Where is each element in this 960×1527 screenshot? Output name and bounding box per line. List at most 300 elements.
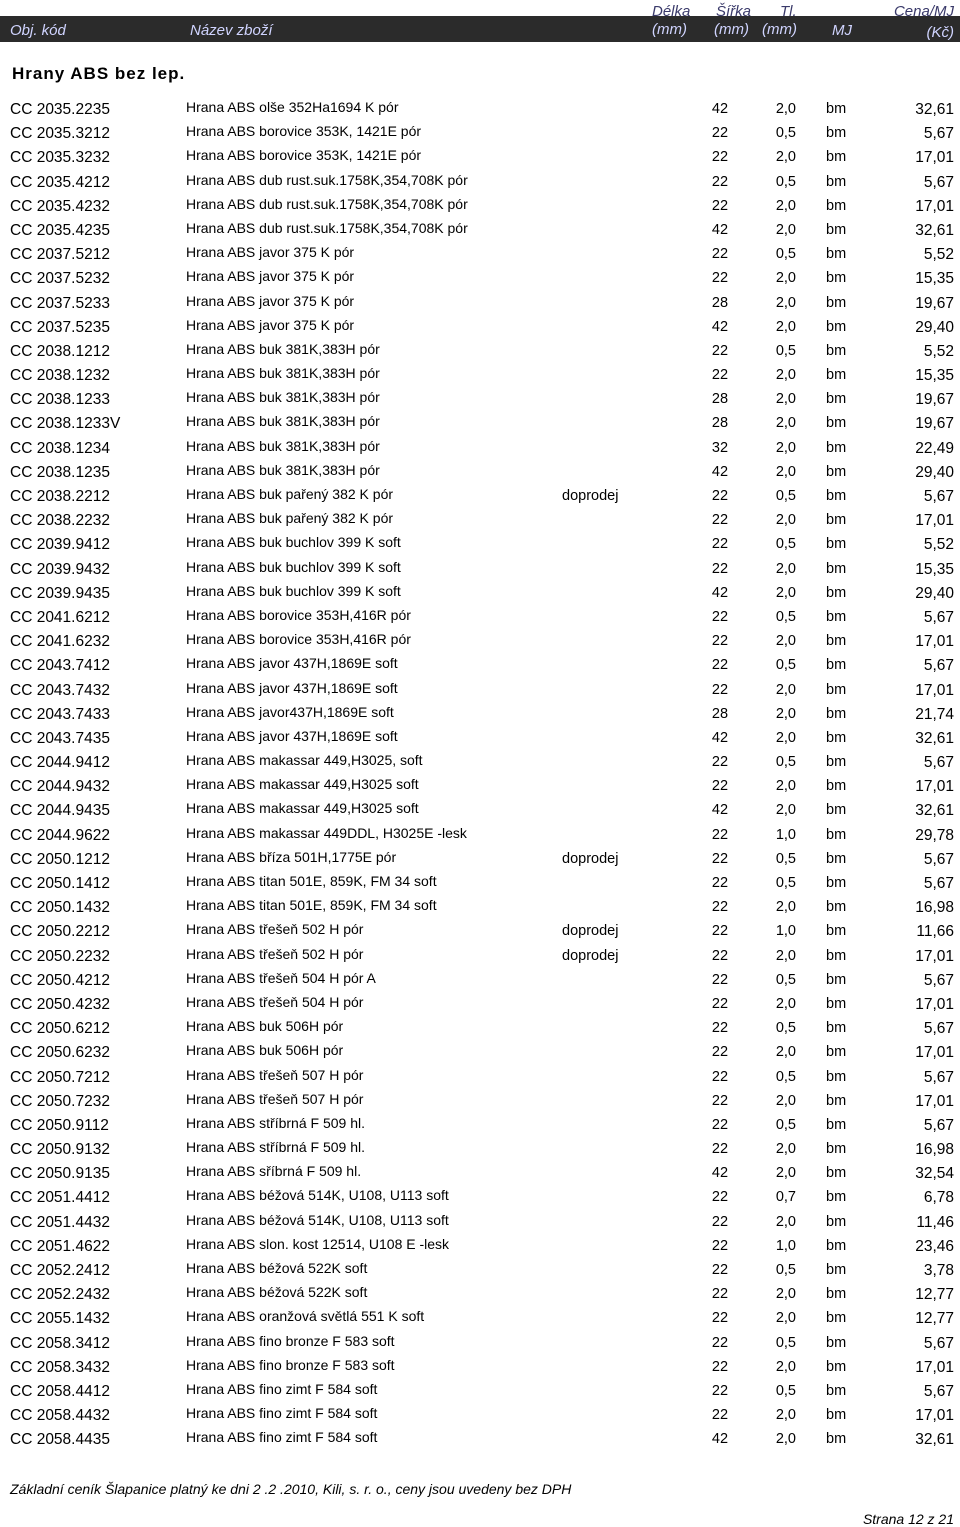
item-width: 22 <box>711 367 729 384</box>
item-code: CC 2035.3212 <box>10 125 110 143</box>
item-code: CC 2058.4432 <box>10 1407 110 1425</box>
item-unit: bm <box>826 197 847 214</box>
item-thickness: 2,0 <box>775 512 796 529</box>
item-price: 5,67 <box>923 125 954 143</box>
item-name: Hrana ABS buk buchlov 399 K soft <box>186 582 401 599</box>
item-name: Hrana ABS buk 381K,383H pór <box>186 437 380 454</box>
item-unit: bm <box>826 971 847 988</box>
item-name: Hrana ABS buk buchlov 399 K soft <box>186 558 401 575</box>
item-name: Hrana ABS béžová 522K soft <box>186 1260 368 1276</box>
item-width: 22 <box>711 1382 729 1399</box>
item-unit: bm <box>826 367 847 384</box>
item-unit: bm <box>826 1237 847 1254</box>
item-code: CC 2043.7435 <box>10 729 110 747</box>
table-row <box>0 824 960 848</box>
item-thickness: 2,0 <box>775 560 796 577</box>
item-width: 22 <box>711 197 729 214</box>
table-row <box>0 582 960 606</box>
table-row <box>0 1404 960 1428</box>
table-row <box>0 1186 960 1210</box>
item-thickness: 2,0 <box>775 391 796 408</box>
item-width: 28 <box>711 705 729 722</box>
item-width: 22 <box>711 1068 729 1085</box>
item-code: CC 2038.1234 <box>10 439 110 457</box>
item-thickness: 2,0 <box>775 947 796 964</box>
item-thickness: 1,0 <box>775 1237 796 1254</box>
item-width: 22 <box>711 246 729 263</box>
item-thickness: 0,5 <box>775 1020 796 1037</box>
table-row <box>0 340 960 364</box>
item-thickness: 2,0 <box>775 294 796 311</box>
item-code: CC 2041.6232 <box>10 633 110 651</box>
item-unit: bm <box>826 850 847 867</box>
item-price: 17,01 <box>915 947 954 965</box>
item-unit: bm <box>826 778 847 795</box>
item-width: 22 <box>711 875 729 891</box>
item-width: 28 <box>711 294 729 311</box>
item-width: 22 <box>711 1310 729 1327</box>
item-code: CC 2050.9112 <box>10 1116 109 1134</box>
item-code: CC 2050.7212 <box>10 1068 110 1086</box>
item-width: 22 <box>711 923 729 940</box>
item-note: doprodej <box>562 488 619 504</box>
item-unit: bm <box>826 729 847 746</box>
item-code: CC 2050.4232 <box>10 995 110 1013</box>
item-unit: bm <box>826 294 847 311</box>
item-thickness: 0,5 <box>775 173 796 190</box>
item-name: Hrana ABS makassar 449,H3025 soft <box>186 800 419 817</box>
item-code: CC 2037.5232 <box>10 270 110 288</box>
price-table <box>0 98 960 1453</box>
header-width-unit: (mm) <box>714 21 749 38</box>
item-thickness: 0,5 <box>775 850 796 867</box>
item-price: 17,01 <box>915 1092 954 1110</box>
item-unit: bm <box>826 1334 847 1351</box>
item-unit: bm <box>826 608 847 625</box>
item-price: 5,67 <box>923 1068 954 1086</box>
item-name: Hrana ABS fino bronze F 583 soft <box>186 1356 395 1373</box>
item-price: 5,67 <box>923 754 954 772</box>
item-thickness: 0,5 <box>775 608 796 625</box>
item-thickness: 2,0 <box>775 1431 796 1448</box>
item-price: 5,67 <box>923 173 954 191</box>
item-name: Hrana ABS buk 381K,383H pór <box>186 340 380 357</box>
item-unit: bm <box>826 995 847 1012</box>
item-code: CC 2050.1412 <box>10 875 110 892</box>
item-name: Hrana ABS dub rust.suk.1758K,354,708K pór <box>186 171 468 188</box>
item-width: 22 <box>711 1358 729 1375</box>
item-name: Hrana ABS béžová 514K, U108, U113 soft <box>186 1211 449 1228</box>
item-width: 22 <box>711 270 729 287</box>
item-name: Hrana ABS fino bronze F 583 soft <box>186 1332 395 1349</box>
item-unit: bm <box>826 1020 847 1037</box>
item-thickness: 0,5 <box>775 342 796 359</box>
table-row <box>0 1332 960 1356</box>
item-price: 17,01 <box>915 197 954 215</box>
table-row <box>0 388 960 412</box>
item-thickness: 0,7 <box>775 1189 796 1206</box>
item-thickness: 2,0 <box>775 1165 796 1182</box>
table-row <box>0 993 960 1017</box>
header-thickness-unit: (mm) <box>762 21 797 38</box>
item-code: CC 2058.3412 <box>10 1334 110 1352</box>
item-thickness: 2,0 <box>775 1213 796 1230</box>
table-row <box>0 945 960 969</box>
item-name: Hrana ABS buk buchlov 399 K soft <box>186 534 401 551</box>
item-code: CC 2041.6212 <box>10 608 110 626</box>
item-thickness: 2,0 <box>775 149 796 166</box>
item-price: 15,35 <box>915 560 954 578</box>
item-name: Hrana ABS javor437H,1869E soft <box>186 703 394 720</box>
item-note: doprodej <box>562 923 619 940</box>
table-row <box>0 896 960 920</box>
item-name: Hrana ABS buk 381K,383H pór <box>186 389 380 406</box>
item-code: CC 2038.1233V <box>10 415 121 433</box>
table-row <box>0 146 960 170</box>
table-row <box>0 969 960 993</box>
item-name: Hrana ABS dub rust.suk.1758K,354,708K pór <box>186 219 468 236</box>
item-name: Hrana ABS titan 501E, 859K, FM 34 soft <box>186 897 437 914</box>
table-row <box>0 1235 960 1259</box>
item-code: CC 2050.1432 <box>10 899 110 917</box>
item-price: 19,67 <box>915 391 954 409</box>
item-unit: bm <box>826 342 847 359</box>
item-width: 22 <box>711 1092 729 1109</box>
item-code: CC 2050.7232 <box>10 1092 110 1110</box>
item-price: 17,01 <box>915 1358 954 1376</box>
item-price: 17,01 <box>915 778 954 796</box>
item-name: Hrana ABS makassar 449,H3025 soft <box>186 776 419 793</box>
item-code: CC 2043.7432 <box>10 681 110 699</box>
item-code: CC 2043.7412 <box>10 657 110 675</box>
item-unit: bm <box>826 584 847 601</box>
item-unit: bm <box>826 1068 847 1085</box>
item-code: CC 2044.9622 <box>10 826 110 844</box>
header-name: Název zboží <box>190 22 273 39</box>
item-code: CC 2050.9135 <box>10 1165 110 1183</box>
item-name: Hrana ABS javor 375 K pór <box>186 268 355 285</box>
item-price: 17,01 <box>915 512 954 530</box>
item-name: Hrana ABS třešeň 504 H pór A <box>186 969 376 986</box>
item-unit: bm <box>826 1310 847 1327</box>
table-row <box>0 1307 960 1331</box>
item-width: 42 <box>711 584 729 601</box>
item-name: Hrana ABS bříza 501H,1775E pór <box>186 848 397 865</box>
table-row <box>0 654 960 678</box>
item-thickness: 2,0 <box>775 197 796 214</box>
item-width: 22 <box>711 488 729 504</box>
item-width: 22 <box>711 1020 729 1037</box>
item-width: 22 <box>711 778 729 795</box>
item-price: 3,78 <box>923 1262 954 1279</box>
item-price: 5,52 <box>923 536 954 554</box>
item-code: CC 2039.9412 <box>10 536 110 554</box>
item-code: CC 2038.1212 <box>10 342 110 360</box>
item-price: 5,67 <box>923 1116 954 1134</box>
item-name: Hrana ABS javor 375 K pór <box>186 244 355 261</box>
item-width: 42 <box>711 729 729 746</box>
item-note: doprodej <box>562 850 619 867</box>
item-width: 22 <box>711 1189 729 1206</box>
item-unit: bm <box>826 657 847 674</box>
table-row <box>0 1066 960 1090</box>
item-width: 22 <box>711 1044 729 1061</box>
item-code: CC 2037.5235 <box>10 318 110 336</box>
item-unit: bm <box>826 1141 847 1158</box>
item-width: 42 <box>711 463 729 480</box>
item-width: 42 <box>711 101 729 117</box>
item-thickness: 2,0 <box>775 705 796 722</box>
item-thickness: 2,0 <box>775 1092 796 1109</box>
item-code: CC 2037.5233 <box>10 294 110 312</box>
item-width: 22 <box>711 608 729 625</box>
item-unit: bm <box>826 560 847 577</box>
item-unit: bm <box>826 1092 847 1109</box>
header-price: Cena/MJ <box>893 3 954 20</box>
table-row <box>0 799 960 823</box>
item-code: CC 2050.2212 <box>10 923 110 941</box>
item-code: CC 2044.9435 <box>10 802 110 820</box>
table-row <box>0 364 960 388</box>
item-code: CC 2035.4212 <box>10 173 110 191</box>
item-width: 22 <box>711 681 729 698</box>
item-name: Hrana ABS makassar 449,H3025, soft <box>186 752 423 769</box>
item-code: CC 2044.9432 <box>10 778 110 796</box>
item-thickness: 2,0 <box>775 681 796 698</box>
table-row <box>0 316 960 340</box>
item-width: 22 <box>711 173 729 190</box>
item-name: Hrana ABS buk 506H pór <box>186 1018 344 1035</box>
table-row <box>0 848 960 872</box>
item-unit: bm <box>826 875 847 891</box>
item-unit: bm <box>826 101 847 117</box>
item-width: 22 <box>711 1213 729 1230</box>
item-name: Hrana ABS fino zimt F 584 soft <box>186 1380 378 1397</box>
item-width: 22 <box>711 657 729 674</box>
item-unit: bm <box>826 512 847 529</box>
item-price: 22,49 <box>915 439 954 457</box>
item-unit: bm <box>826 270 847 287</box>
item-code: CC 2037.5212 <box>10 246 110 264</box>
header-length: Délka <box>652 3 691 20</box>
table-row <box>0 122 960 146</box>
item-note: doprodej <box>562 947 619 964</box>
table-row <box>0 437 960 461</box>
item-width: 22 <box>711 1334 729 1351</box>
item-price: 17,01 <box>915 681 954 699</box>
table-row <box>0 1138 960 1162</box>
item-thickness: 0,5 <box>775 657 796 674</box>
item-width: 22 <box>711 899 729 916</box>
item-price: 32,61 <box>915 802 954 820</box>
item-unit: bm <box>826 1431 847 1448</box>
item-unit: bm <box>826 1165 847 1182</box>
table-row <box>0 727 960 751</box>
item-width: 22 <box>711 342 729 359</box>
item-name: Hrana ABS borovice 353H,416R pór <box>186 631 411 648</box>
item-price: 17,01 <box>915 995 954 1013</box>
table-header <box>0 0 960 44</box>
item-code: CC 2038.1233 <box>10 391 110 409</box>
item-code: CC 2035.3232 <box>10 149 110 167</box>
item-code: CC 2052.2412 <box>10 1262 110 1279</box>
item-price: 17,01 <box>915 149 954 167</box>
item-code: CC 2039.9432 <box>10 560 110 578</box>
item-thickness: 2,0 <box>775 899 796 916</box>
item-price: 5,67 <box>923 608 954 626</box>
item-width: 22 <box>711 754 729 771</box>
item-unit: bm <box>826 1044 847 1061</box>
item-unit: bm <box>826 947 847 964</box>
item-width: 42 <box>711 1431 729 1448</box>
item-width: 28 <box>711 391 729 408</box>
item-price: 5,67 <box>923 1020 954 1038</box>
table-row <box>0 533 960 557</box>
item-thickness: 0,5 <box>775 1116 796 1133</box>
item-width: 42 <box>711 318 729 335</box>
table-row <box>0 1380 960 1404</box>
page-number: Strana 12 z 21 <box>862 1511 954 1527</box>
item-thickness: 2,0 <box>775 101 796 117</box>
item-name: Hrana ABS javor 375 K pór <box>186 316 355 333</box>
item-name: Hrana ABS třešeň 502 H pór <box>186 921 364 938</box>
table-row <box>0 751 960 775</box>
item-code: CC 2035.4235 <box>10 221 110 239</box>
item-code: CC 2035.2235 <box>10 101 110 118</box>
item-code: CC 2050.9132 <box>10 1141 110 1159</box>
item-price: 5,52 <box>923 342 954 360</box>
item-price: 15,35 <box>915 270 954 288</box>
item-code: CC 2038.2232 <box>10 512 110 530</box>
item-thickness: 0,5 <box>775 1334 796 1351</box>
item-name: Hrana ABS javor 375 K pór <box>186 292 355 309</box>
item-name: Hrana ABS titan 501E, 859K, FM 34 soft <box>186 873 437 889</box>
item-width: 42 <box>711 221 729 238</box>
item-code: CC 2050.1212 <box>10 850 110 868</box>
item-name: Hrana ABS buk 381K,383H pór <box>186 365 380 382</box>
item-price: 5,67 <box>923 850 954 868</box>
item-width: 22 <box>711 1286 729 1303</box>
item-code: CC 2050.6232 <box>10 1044 110 1062</box>
table-row <box>0 679 960 703</box>
item-price: 19,67 <box>915 415 954 433</box>
table-row <box>0 267 960 291</box>
item-thickness: 2,0 <box>775 729 796 746</box>
header-width: Šířka <box>716 3 752 20</box>
table-row <box>0 1428 960 1452</box>
item-price: 17,01 <box>915 1407 954 1425</box>
item-thickness: 2,0 <box>775 1286 796 1303</box>
item-price: 5,67 <box>923 1334 954 1352</box>
item-unit: bm <box>826 1286 847 1303</box>
item-thickness: 0,5 <box>775 754 796 771</box>
header-thickness: Tl. <box>780 3 797 20</box>
item-name: Hrana ABS fino zimt F 584 soft <box>186 1405 378 1422</box>
header-bar <box>0 16 960 42</box>
item-price: 5,67 <box>923 971 954 989</box>
item-unit: bm <box>826 463 847 480</box>
header-unit: MJ <box>832 22 852 39</box>
item-thickness: 0,5 <box>775 875 796 891</box>
item-price: 5,67 <box>923 488 954 505</box>
item-unit: bm <box>826 415 847 432</box>
item-thickness: 0,5 <box>775 971 796 988</box>
item-thickness: 1,0 <box>775 826 796 843</box>
item-unit: bm <box>826 221 847 238</box>
item-name: Hrana ABS třešeň 504 H pór <box>186 993 364 1010</box>
item-name: Hrana ABS slon. kost 12514, U108 E -lesk <box>186 1235 450 1252</box>
header-price-unit: (Kč) <box>926 24 954 41</box>
item-price: 32,54 <box>915 1165 954 1183</box>
item-code: CC 2038.1232 <box>10 367 110 385</box>
item-name: Hrana ABS stříbrná F 509 hl. <box>186 1139 365 1156</box>
item-thickness: 0,5 <box>775 1068 796 1085</box>
table-row <box>0 558 960 582</box>
table-row <box>0 630 960 654</box>
item-thickness: 2,0 <box>775 270 796 287</box>
item-name: Hrana ABS borovice 353K, 1421E pór <box>186 123 422 140</box>
table-row <box>0 606 960 630</box>
item-name: Hrana ABS buk 506H pór <box>186 1042 344 1059</box>
item-name: Hrana ABS borovice 353K, 1421E pór <box>186 147 422 164</box>
item-name: Hrana ABS makassar 449DDL, H3025E -lesk <box>186 824 467 841</box>
item-thickness: 2,0 <box>775 439 796 456</box>
item-width: 22 <box>711 850 729 867</box>
table-row <box>0 485 960 509</box>
footer-note: Základní ceník Šlapanice platný ke dni 2 .2 .2010, Kili, s. r. o., ceny jsou uvedeny bez DPH <box>10 1481 572 1497</box>
table-row <box>0 509 960 533</box>
item-code: CC 2035.4232 <box>10 197 110 215</box>
item-unit: bm <box>826 439 847 456</box>
item-price: 32,61 <box>915 1431 954 1449</box>
item-thickness: 2,0 <box>775 367 796 384</box>
table-row <box>0 219 960 243</box>
item-unit: bm <box>826 1116 847 1133</box>
item-name: Hrana ABS buk 381K,383H pór <box>186 461 380 478</box>
table-row <box>0 1356 960 1380</box>
item-price: 5,67 <box>923 657 954 675</box>
item-width: 42 <box>711 1165 729 1182</box>
item-code: CC 2038.1235 <box>10 463 110 481</box>
item-name: Hrana ABS třešeň 502 H pór <box>186 945 364 962</box>
item-thickness: 0,5 <box>775 125 796 142</box>
table-row <box>0 292 960 316</box>
item-width: 28 <box>711 415 729 432</box>
table-row <box>0 1017 960 1041</box>
item-code: CC 2051.4412 <box>10 1189 110 1207</box>
item-code: CC 2052.2432 <box>10 1286 110 1304</box>
table-row <box>0 243 960 267</box>
item-code: CC 2058.4435 <box>10 1431 110 1449</box>
item-name: Hrana ABS javor 437H,1869E soft <box>186 679 398 696</box>
item-width: 22 <box>711 826 729 843</box>
item-width: 22 <box>711 995 729 1012</box>
item-unit: bm <box>826 149 847 166</box>
item-price: 21,74 <box>915 705 954 723</box>
item-name: Hrana ABS béžová 514K, U108, U113 soft <box>186 1187 449 1204</box>
item-unit: bm <box>826 899 847 916</box>
item-unit: bm <box>826 754 847 771</box>
item-price: 15,35 <box>915 367 954 385</box>
item-unit: bm <box>826 1189 847 1206</box>
item-price: 32,61 <box>915 101 954 118</box>
item-unit: bm <box>826 536 847 553</box>
item-thickness: 2,0 <box>775 1407 796 1424</box>
item-code: CC 2055.1432 <box>10 1310 110 1328</box>
item-width: 22 <box>711 633 729 650</box>
item-unit: bm <box>826 1213 847 1230</box>
item-thickness: 2,0 <box>775 584 796 601</box>
